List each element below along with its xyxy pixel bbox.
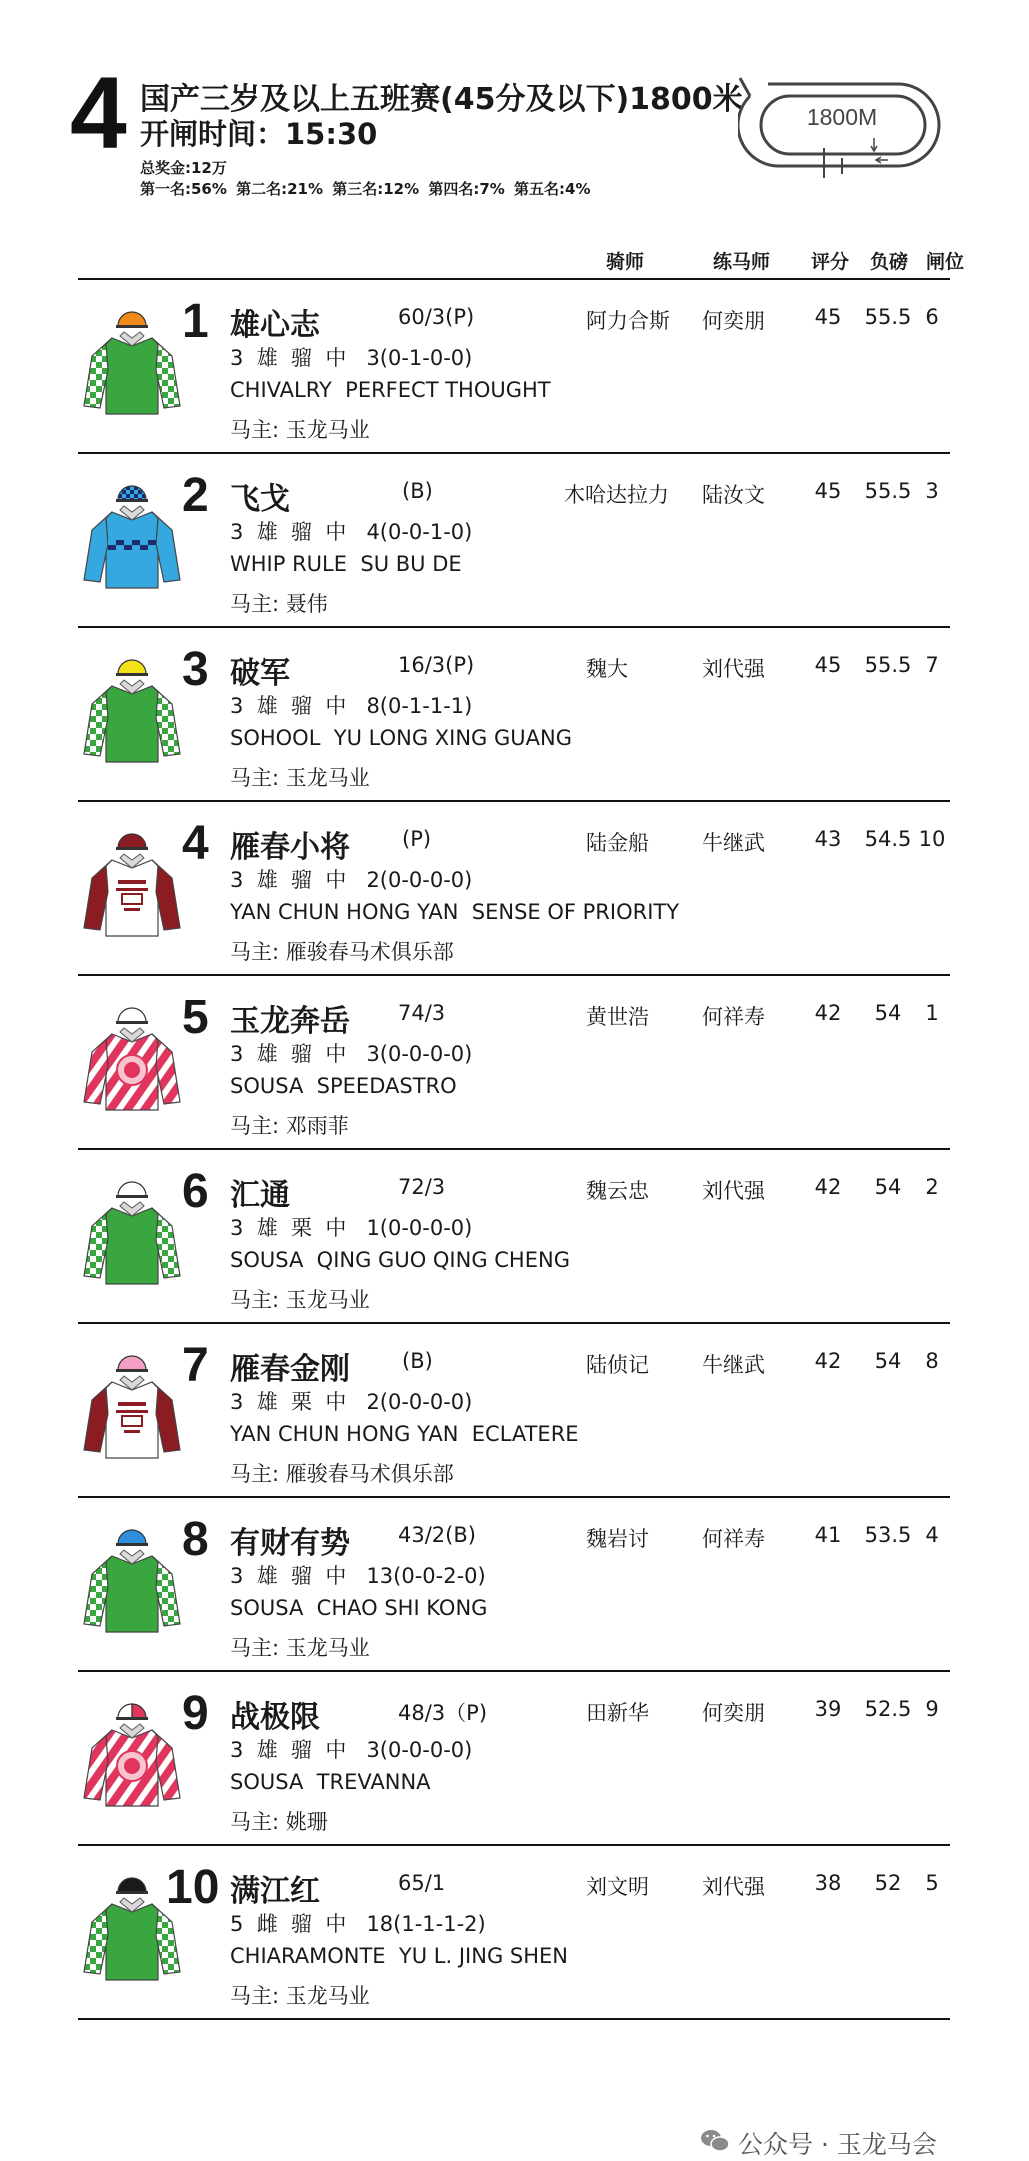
odds: 72/3 <box>398 1175 446 1199</box>
jockey-name: 魏云忠 <box>586 1179 649 1203</box>
horse-name: 汇通 <box>230 1178 290 1213</box>
runner-number: 8 <box>182 1513 209 1566</box>
runner-number: 9 <box>182 1687 209 1740</box>
owner: 马主: 姚珊 <box>230 1810 328 1834</box>
horse-name: 飞戈 <box>230 482 290 517</box>
jockey-silk-icon <box>78 992 186 1122</box>
trainer-name: 何奕朋 <box>702 309 765 333</box>
horse-info: 3 雄 骝 中 4(0-0-1-0) <box>230 520 473 544</box>
weight: 55.5 <box>864 305 912 329</box>
odds: 43/2(B) <box>398 1523 476 1547</box>
horse-info: 3 雄 栗 中 1(0-0-0-0) <box>230 1216 473 1240</box>
draw: 7 <box>925 653 939 677</box>
owner: 马主: 聂伟 <box>230 592 328 616</box>
owner: 马主: 玉龙马业 <box>230 1288 370 1312</box>
col-draw: 闸位 <box>926 251 965 273</box>
runner-number: 10 <box>166 1861 220 1914</box>
trainer-name: 何祥寿 <box>702 1005 765 1029</box>
horse-info: 3 雄 骝 中 3(0-1-0-0) <box>230 346 473 370</box>
horse-info: 3 雄 骝 中 8(0-1-1-1) <box>230 694 473 718</box>
pedigree: SOUSA QING GUO QING CHENG <box>230 1248 570 1272</box>
runner-row <box>78 1498 950 1672</box>
weight: 54 <box>874 1175 902 1199</box>
trainer-name: 何奕朋 <box>702 1701 765 1725</box>
owner: 马主: 玉龙马业 <box>230 1984 370 2008</box>
track-distance-label: 1800M <box>806 104 878 130</box>
runner-number: 2 <box>182 469 209 522</box>
jockey-name: 刘文明 <box>586 1875 649 1899</box>
rating: 41 <box>814 1523 842 1547</box>
trainer-name: 陆汝文 <box>702 483 765 507</box>
prize-total: 总奖金:12万 <box>140 159 227 177</box>
jockey-name: 田新华 <box>586 1701 649 1725</box>
runner-row <box>78 628 950 802</box>
rating: 38 <box>814 1871 842 1895</box>
horse-info: 3 雄 骝 中 13(0-0-2-0) <box>230 1564 486 1588</box>
odds: (P) <box>402 827 432 851</box>
pedigree: CHIARAMONTE YU L. JING SHEN <box>230 1944 568 1968</box>
horse-name: 玉龙奔岳 <box>230 1004 350 1039</box>
runner-number: 4 <box>182 817 209 870</box>
prize-split: 第一名:56% 第二名:21% 第三名:12% 第四名:7% 第五名:4% <box>140 180 591 198</box>
col-rating: 评分 <box>811 251 850 273</box>
horse-info: 3 雄 骝 中 3(0-0-0-0) <box>230 1738 473 1762</box>
rating: 42 <box>814 1001 842 1025</box>
jockey-silk-icon <box>78 1514 186 1644</box>
draw: 4 <box>925 1523 939 1547</box>
weight: 55.5 <box>864 479 912 503</box>
horse-info: 3 雄 骝 中 2(0-0-0-0) <box>230 868 473 892</box>
odds: 48/3（P) <box>398 1701 488 1725</box>
jockey-name: 黄世浩 <box>586 1005 649 1029</box>
owner: 马主: 玉龙马业 <box>230 1636 370 1660</box>
jockey-silk-icon <box>78 1166 186 1296</box>
horse-name: 雁春小将 <box>230 830 350 865</box>
runner-row <box>78 976 950 1150</box>
runner-number: 1 <box>182 295 209 348</box>
jockey-silk-icon <box>78 644 186 774</box>
horse-info: 3 雄 栗 中 2(0-0-0-0) <box>230 1390 473 1414</box>
pedigree: YAN CHUN HONG YAN ECLATERE <box>230 1422 579 1446</box>
pedigree: WHIP RULE SU BU DE <box>230 552 462 576</box>
race-number: 4 <box>70 56 127 170</box>
horse-name: 有财有势 <box>230 1526 350 1561</box>
draw: 8 <box>925 1349 939 1373</box>
jockey-name: 阿力合斯 <box>586 309 670 333</box>
trainer-name: 刘代强 <box>702 1179 765 1203</box>
owner: 马主: 玉龙马业 <box>230 766 370 790</box>
weight: 53.5 <box>864 1523 912 1547</box>
pedigree: SOHOOL YU LONG XING GUANG <box>230 726 572 750</box>
jockey-silk-icon <box>78 1340 186 1470</box>
runner-row <box>78 280 950 454</box>
horse-info: 3 雄 骝 中 3(0-0-0-0) <box>230 1042 473 1066</box>
runner-number: 5 <box>182 991 209 1044</box>
trainer-name: 刘代强 <box>702 1875 765 1899</box>
owner: 马主: 玉龙马业 <box>230 418 370 442</box>
jockey-name: 魏大 <box>586 657 628 681</box>
weight: 55.5 <box>864 653 912 677</box>
jockey-name: 木哈达拉力 <box>564 483 669 507</box>
jockey-silk-icon <box>78 818 186 948</box>
footer-text: 公众号 · 玉龙马会 <box>738 2130 937 2159</box>
col-trainer: 练马师 <box>713 251 771 273</box>
rating: 39 <box>814 1697 842 1721</box>
jockey-silk-icon <box>78 470 186 600</box>
draw: 2 <box>925 1175 939 1199</box>
trainer-name: 牛继武 <box>702 1353 765 1377</box>
runner-number: 6 <box>182 1165 209 1218</box>
pedigree: SOUSA CHAO SHI KONG <box>230 1596 488 1620</box>
weight: 54 <box>874 1001 902 1025</box>
draw: 5 <box>925 1871 939 1895</box>
jockey-name: 陆金船 <box>586 831 649 855</box>
jockey-name: 陆侦记 <box>586 1353 649 1377</box>
jockey-silk-icon <box>78 1688 186 1818</box>
trainer-name: 何祥寿 <box>702 1527 765 1551</box>
horse-name: 雁春金刚 <box>230 1352 350 1387</box>
rating: 43 <box>814 827 842 851</box>
trainer-name: 牛继武 <box>702 831 765 855</box>
rating: 45 <box>814 305 842 329</box>
owner: 马主: 雁骏春马术俱乐部 <box>230 1462 454 1486</box>
draw: 1 <box>925 1001 939 1025</box>
runner-row <box>78 454 950 628</box>
horse-name: 战极限 <box>230 1700 320 1735</box>
runner-number: 3 <box>182 643 209 696</box>
runner-row <box>78 1672 950 1846</box>
row-divider <box>78 2018 950 2020</box>
wechat-icon <box>700 2128 730 2154</box>
runner-row <box>78 1150 950 1324</box>
rating: 42 <box>814 1175 842 1199</box>
draw: 9 <box>925 1697 939 1721</box>
owner: 马主: 邓雨菲 <box>230 1114 349 1138</box>
col-jockey: 骑师 <box>606 251 645 273</box>
runner-number: 7 <box>182 1339 209 1392</box>
weight: 54 <box>874 1349 902 1373</box>
weight: 54.5 <box>864 827 912 851</box>
jockey-name: 魏岩讨 <box>586 1527 649 1551</box>
trainer-name: 刘代强 <box>702 657 765 681</box>
odds: (B) <box>402 479 433 503</box>
rating: 45 <box>814 479 842 503</box>
draw: 3 <box>925 479 939 503</box>
horse-info: 5 雌 骝 中 18(1-1-1-2) <box>230 1912 486 1936</box>
pedigree: CHIVALRY PERFECT THOUGHT <box>230 378 551 402</box>
col-weight: 负磅 <box>870 251 909 273</box>
odds: 16/3(P) <box>398 653 475 677</box>
horse-name: 雄心志 <box>230 308 320 343</box>
odds: 74/3 <box>398 1001 446 1025</box>
runner-row <box>78 1324 950 1498</box>
pedigree: SOUSA TREVANNA <box>230 1770 431 1794</box>
draw: 10 <box>918 827 946 851</box>
odds: (B) <box>402 1349 433 1373</box>
runner-row <box>78 802 950 976</box>
horse-name: 满江红 <box>230 1874 320 1909</box>
jockey-silk-icon <box>78 296 186 426</box>
owner: 马主: 雁骏春马术俱乐部 <box>230 940 454 964</box>
rating: 42 <box>814 1349 842 1373</box>
pedigree: SOUSA SPEEDASTRO <box>230 1074 457 1098</box>
pedigree: YAN CHUN HONG YAN SENSE OF PRIORITY <box>230 900 680 924</box>
runner-row <box>78 1846 950 2020</box>
weight: 52 <box>874 1871 902 1895</box>
horse-name: 破军 <box>230 656 290 691</box>
weight: 52.5 <box>864 1697 912 1721</box>
odds: 65/1 <box>398 1871 446 1895</box>
race-title: 国产三岁及以上五班赛(45分及以下)1800米 <box>140 82 743 117</box>
draw: 6 <box>925 305 939 329</box>
rating: 45 <box>814 653 842 677</box>
odds: 60/3(P) <box>398 305 475 329</box>
track-diagram-icon <box>738 70 950 180</box>
start-time: 开闸时间：15:30 <box>140 117 378 151</box>
